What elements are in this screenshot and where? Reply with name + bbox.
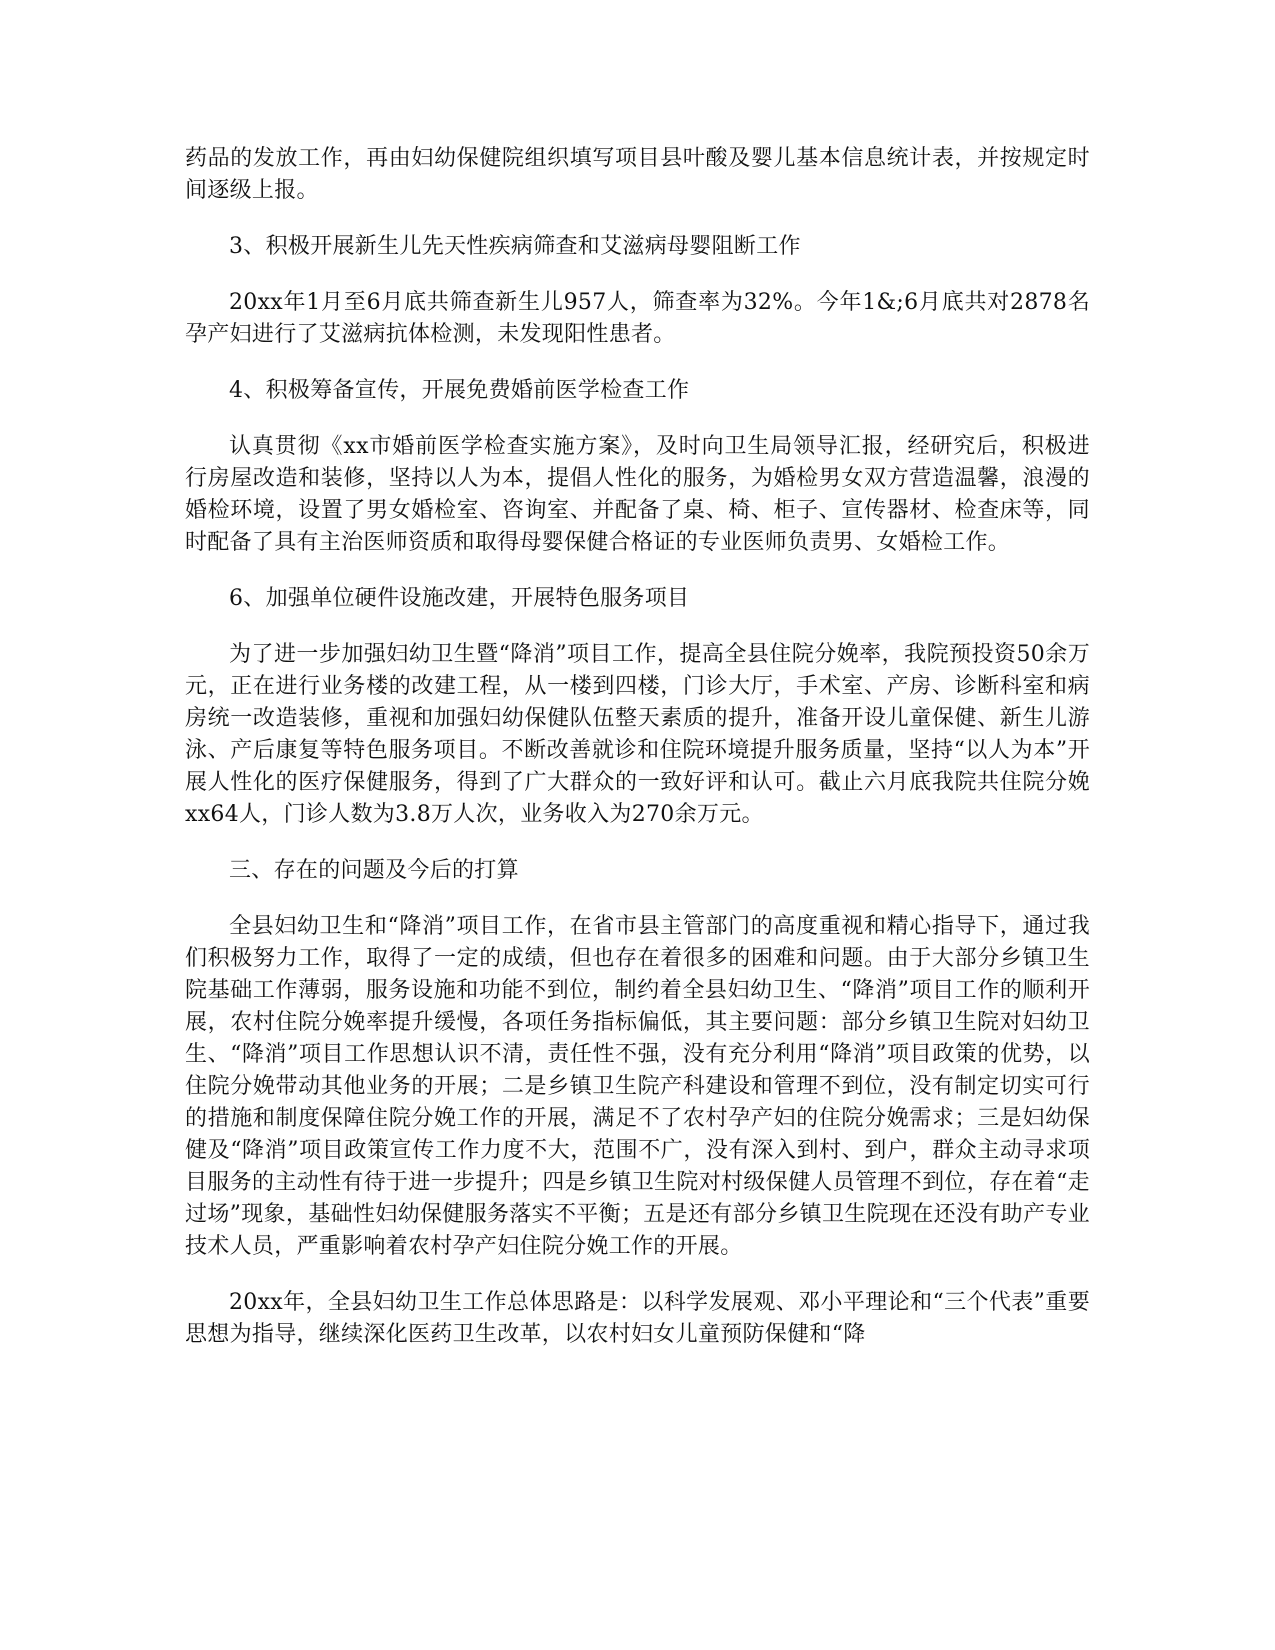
document-page	[185, 143, 1090, 1375]
paragraph-screening: 20xx年1月至6月底共筛查新生儿957人，筛查率为32%。今年1&;6月底共对2878名孕产妇进行了艾滋病抗体检测，未发现阳性患者。	[185, 290, 1090, 347]
continuation-paragraph: 药品的发放工作，再由妇幼保健院组织填写项目县叶酸及婴儿基本信息统计表，并按规定时间逐级上报。	[185, 146, 1090, 203]
paragraph-problems: 全县妇幼卫生和“降消”项目工作，在省市县主管部门的高度重视和精心指导下，通过我们积极努力工作，取得了一定的成绩，但也存在着很多的困难和问题。由于大部分乡镇卫生院基础工作薄弱，服务设施和功能不到位，制约着全县妇幼卫生、“降消”项目工作的顺利开展，农村住院分娩率提升缓慢，各项任务指标偏低，其主要问题：部分乡镇卫生院对妇幼卫生、“降消”项目工作思想认识不清，责任性不强，没有充分利用“降消”项目政策的优势，以住院分娩带动其他业务的开展；二是乡镇卫生院产科建设和管理不到位，没有制定切实可行的措施和制度保障住院分娩工作的开展，满足不了农村孕产妇的住院分娩需求；三是妇幼保健及“降消”项目政策宣传工作力度不大，范围不广，没有深入到村、到户，群众主动寻求项目服务的主动性有待于进一步提升；四是乡镇卫生院对村级保健人员管理不到位，存在着“走过场”现象，基础性妇幼保健服务落实不平衡；五是还有部分乡镇卫生院现在还没有助产专业技术人员，严重影响着农村孕产妇住院分娩工作的开展。	[185, 914, 1090, 1259]
section-heading-4: 4、积极筹备宣传，开展免费婚前医学检查工作	[229, 378, 690, 403]
paragraph-premarital-check: 认真贯彻《xx市婚前医学检查实施方案》，及时向卫生局领导汇报，经研究后，积极进行房屋改造和装修，坚持以人为本，提倡人性化的服务，为婚检男女双方营造温馨，浪漫的婚检环境，设置了男女婚检室、咨询室、并配备了桌、椅、柜子、宣传器材、检查床等，同时配备了具有主治医师资质和取得母婴保健合格证的专业医师负责男、女婚检工作。	[185, 434, 1090, 555]
section-heading-problems: 三、存在的问题及今后的打算	[229, 858, 519, 883]
section-heading-3: 3、积极开展新生儿先天性疾病筛查和艾滋病母婴阻断工作	[229, 234, 801, 259]
section-heading-6: 6、加强单位硬件设施改建，开展特色服务项目	[229, 586, 690, 611]
paragraph-facility-upgrade: 为了进一步加强妇幼卫生暨“降消”项目工作，提高全县住院分娩率，我院预投资50余万元，正在进行业务楼的改建工程，从一楼到四楼，门诊大厅，手术室、产房、诊断科室和病房统一改造装修，重视和加强妇幼保健队伍整天素质的提升，准备开设儿童保健、新生儿游泳、产后康复等特色服务项目。不断改善就诊和住院环境提升服务质量，坚持“以人为本”开展人性化的医疗保健服务，得到了广大群众的一致好评和认可。截止六月底我院共住院分娩xx64人，门诊人数为3.8万人次，业务收入为270余万元。	[185, 642, 1090, 827]
paragraph-plan: 20xx年，全县妇幼卫生工作总体思路是：以科学发展观、邓小平理论和“三个代表”重要思想为指导，继续深化医药卫生改革，以农村妇女儿童预防保健和“降	[185, 1290, 1090, 1347]
